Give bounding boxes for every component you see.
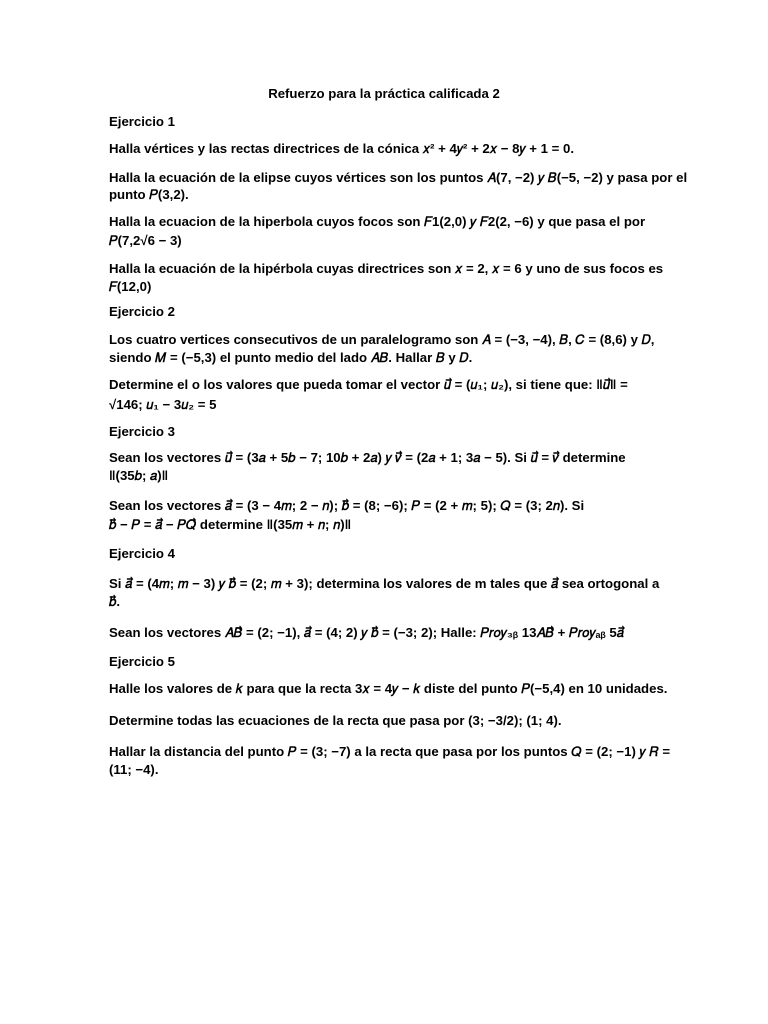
exercise-1-2-line-2: punto 𝑃(3,2). — [109, 187, 189, 202]
exercise-1-4-line-2: 𝐹(12,0) — [109, 279, 152, 294]
exercise-1-3-line-2: 𝑃(7,2√6 − 3) — [109, 233, 182, 248]
exercise-3-2-line-1: Sean los vectores 𝑎⃗ = (3 − 4𝑚; 2 − 𝑛); 𝑏⃗ = (8; −6); 𝑃 = (2 + 𝑚; 5); 𝑄 = (3; 2𝑛). Si — [109, 498, 585, 513]
exercise-5-2-line-1: Determine todas las ecuaciones de la recta que pasa por (3; −3/2); (1; 4). — [109, 713, 562, 728]
exercise-1-2-line-1: Halla la ecuación de la elipse cuyos vértices son los puntos 𝐴(7, −2) 𝑦 𝐵(−5, −2) y pasa por el — [109, 170, 688, 185]
exercise-2-2-line-2: √146; 𝑢₁ − 3𝑢₂ = 5 — [109, 397, 217, 412]
section-heading-4: Ejercicio 4 — [109, 546, 175, 561]
exercise-3-1-line-2: ‖(35𝑏; 𝑎)‖ — [109, 468, 169, 483]
section-heading-3: Ejercicio 3 — [109, 424, 175, 439]
exercise-5-3-line-2: (11; −4). — [109, 762, 159, 777]
exercise-4-1-line-2: 𝑏⃗. — [109, 594, 121, 609]
exercise-2-2-line-1: Determine el o los valores que pueda tomar el vector 𝑢⃗ = (𝑢₁; 𝑢₂), si tiene que: ‖𝑢⃗‖ = — [109, 377, 628, 392]
exercise-4-1-line-1: Si 𝑎⃗ = (4𝑚; 𝑚 − 3) 𝑦 𝑏⃗ = (2; 𝑚 + 3); determina los valores de m tales que 𝑎⃗ sea ortogonal a — [109, 576, 660, 591]
section-heading-1: Ejercicio 1 — [109, 114, 175, 129]
exercise-3-2-line-2: 𝑏⃗ − 𝑃 = 𝑎⃗ − 𝑃𝑄⃗ determine ‖(35𝑚 + 𝑛; 𝑛)‖ — [109, 517, 352, 532]
exercise-5-1-line-1: Halle los valores de 𝑘 para que la recta 3𝑥 = 4𝑦 − 𝑘 diste del punto 𝑃(−5,4) en 10 unidades. — [109, 681, 668, 696]
exercise-1-3-line-1: Halla la ecuacion de la hiperbola cuyos focos son 𝐹1(2,0) 𝑦 𝐹2(2, −6) y que pasa el por — [109, 214, 646, 229]
exercise-1-1-line-1: Halla vértices y las rectas directrices de la cónica 𝑥² + 4𝑦² + 2𝑥 − 8𝑦 + 1 = 0. — [109, 141, 575, 156]
section-heading-2: Ejercicio 2 — [109, 304, 175, 319]
exercise-4-2-line-1: Sean los vectores 𝐴𝐵⃗ = (2; −1), 𝑎⃗ = (4; 2) 𝑦 𝑏⃗ = (−3; 2); Halle: 𝑃𝑟𝑜𝑦₃ᵦ 13𝐴𝐵⃗ + 𝑃𝑟𝑜𝑦ₐᵦ 5𝑎⃗ — [109, 625, 624, 640]
exercise-2-1-line-2: siendo 𝑀 = (−5,3) el punto medio del lado 𝐴𝐵. Hallar 𝐵 y 𝐷. — [109, 350, 473, 365]
exercise-5-3-line-1: Hallar la distancia del punto 𝑃 = (3; −7) a la recta que pasa por los puntos 𝑄 = (2; −1) 𝑦 𝑅 = — [109, 744, 671, 759]
exercise-1-4-line-1: Halla la ecuación de la hipérbola cuyas directrices son 𝑥 = 2, 𝑥 = 6 y uno de sus focos es — [109, 261, 664, 276]
section-heading-5: Ejercicio 5 — [109, 654, 175, 669]
exercise-2-1-line-1: Los cuatro vertices consecutivos de un paralelogramo son 𝐴 = (−3, −4), 𝐵, 𝐶 = (8,6) y 𝐷, — [109, 332, 655, 347]
exercise-3-1-line-1: Sean los vectores 𝑢⃗ = (3𝑎 + 5𝑏 − 7; 10𝑏 + 2𝑎) 𝑦 𝑣⃗ = (2𝑎 + 1; 3𝑎 − 5). Si 𝑢⃗ = 𝑣⃗ determine — [109, 450, 626, 465]
document-title: Refuerzo para la práctica calificada 2 — [268, 86, 500, 101]
